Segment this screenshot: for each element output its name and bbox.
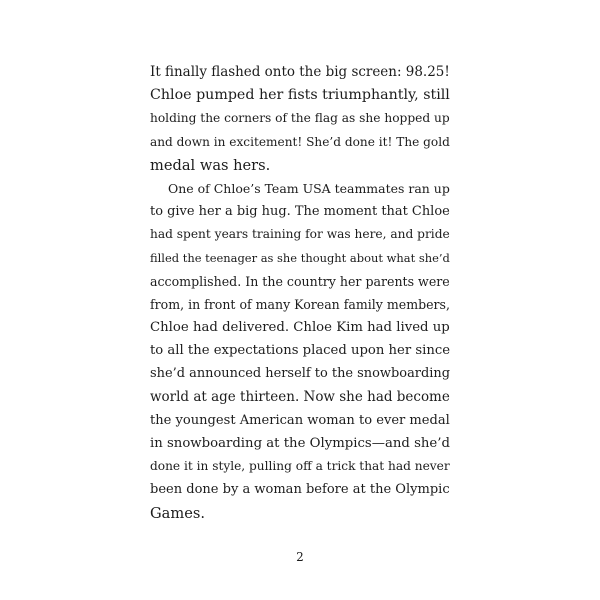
- text-line: filled the teenager as she thought about what she’d: [150, 250, 450, 265]
- paragraph-1: [150, 61, 450, 177]
- text-line: to all the expectations placed upon her since: [150, 343, 451, 359]
- page-number: 2: [296, 550, 304, 564]
- text-line: from, in front of many Korean family members,: [150, 296, 450, 312]
- text-line: It finally flashed onto the big screen: 98.25!: [150, 64, 450, 80]
- text-line: Games.: [150, 504, 205, 522]
- text-line: Chloe pumped her fists triumphantly, still: [150, 87, 450, 104]
- body-text: [150, 61, 450, 525]
- text-line: done it in style, pulling off a trick that had never: [150, 459, 450, 474]
- text-line: been done by a woman before at the Olympic: [150, 482, 450, 498]
- text-line: had spent years training for was here, and pride: [150, 227, 450, 242]
- text-line: and down in excitement! She’d done it! The gold: [150, 134, 450, 149]
- text-line: to give her a big hug. The moment that Chloe: [150, 204, 450, 220]
- text-line: world at age thirteen. Now she had become: [150, 388, 450, 405]
- paragraph-2: [150, 177, 450, 525]
- text-line: she’d announced herself to the snowboarding: [150, 366, 451, 382]
- text-line: medal was hers.: [150, 156, 271, 174]
- text-line: in snowboarding at the Olympics—and she’d: [150, 436, 450, 451]
- text-line: One of Chloe’s Team USA teammates ran up: [168, 180, 450, 196]
- text-line: the youngest American woman to ever medal: [150, 412, 450, 428]
- text-line: Chloe had delivered. Chloe Kim had lived up: [150, 320, 450, 336]
- text-line: accomplished. In the country her parents were: [150, 273, 450, 289]
- text-line: holding the corners of the flag as she hopped up: [150, 111, 450, 126]
